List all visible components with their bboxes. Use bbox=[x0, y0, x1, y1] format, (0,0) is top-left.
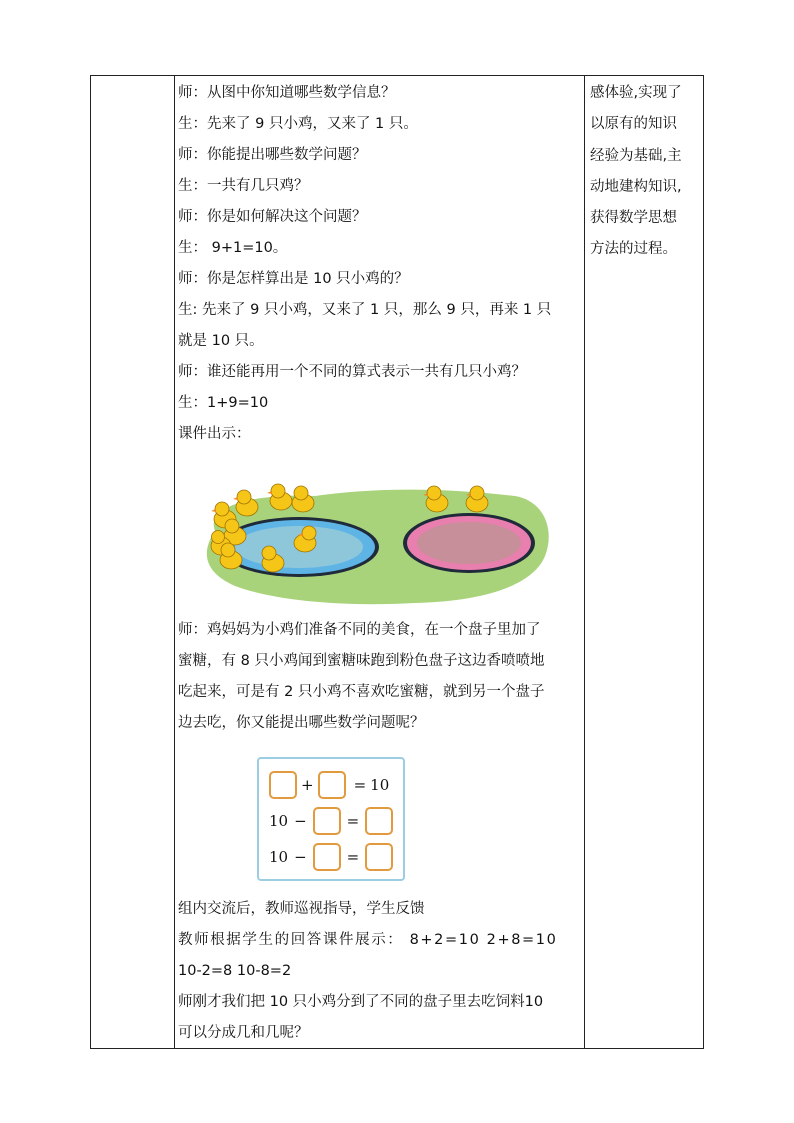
dialogue-line: 生：一共有几只鸡？ bbox=[178, 178, 309, 194]
column-divider-right bbox=[584, 76, 585, 1048]
answer-box bbox=[313, 807, 341, 835]
column-divider-left bbox=[174, 76, 175, 1048]
story-line: 吃起来，可是有 2 只小鸡不喜欢吃蜜糖，就到另一个盘子 bbox=[178, 684, 545, 700]
plus-sign: + bbox=[301, 776, 314, 794]
dialogue-line: 生: 先来了 9 只小鸡，又来了 1 只，那么 9 只，再来 1 只 bbox=[178, 302, 552, 318]
design-intent-notes bbox=[590, 78, 698, 266]
story-paragraph bbox=[178, 615, 580, 739]
minus-sign: − bbox=[294, 812, 307, 830]
lesson-table bbox=[90, 75, 704, 1049]
lead-number: 10 bbox=[269, 848, 289, 866]
note-line: 方法的过程。 bbox=[590, 241, 677, 258]
note-line: 经验为基础,主 bbox=[590, 147, 682, 164]
summary-line: 师刚才我们把 10 只小鸡分到了不同的盘子里去吃饲料10 bbox=[178, 994, 544, 1010]
dialogue-line: 就是 10 只。 bbox=[178, 333, 264, 349]
result-number: 10 bbox=[370, 776, 390, 794]
lesson-content bbox=[178, 78, 580, 450]
lead-number: 10 bbox=[269, 812, 289, 830]
answer-box bbox=[365, 843, 393, 871]
summary-line: 组内交流后，教师巡视指导，学生反馈 bbox=[178, 901, 425, 917]
equation-row-1 bbox=[269, 771, 389, 799]
dialogue-line: 师：谁还能再用一个不同的算式表示一共有几只小鸡？ bbox=[178, 364, 526, 380]
dialogue-line: 课件出示： bbox=[178, 426, 251, 442]
dialogue-line: 师：你能提出哪些数学问题？ bbox=[178, 147, 367, 163]
answer-box bbox=[313, 843, 341, 871]
dialogue-line: 生：1+9=10 bbox=[178, 395, 269, 411]
answer-box bbox=[269, 771, 297, 799]
story-line: 师：鸡妈妈为小鸡们准备不同的美食，在一个盘子里加了 bbox=[178, 622, 541, 638]
dialogue-line: 生： 9+1=10。 bbox=[178, 240, 288, 256]
story-line: 蜜糖，有 8 只小鸡闻到蜜糖味跑到粉色盘子这边香喷喷地 bbox=[178, 653, 545, 669]
dialogue-line: 生：先来了 9 只小鸡，又来了 1 只。 bbox=[178, 116, 418, 132]
dialogue-line: 师：从图中你知道哪些数学信息？ bbox=[178, 85, 396, 101]
chicks-plates-illustration bbox=[195, 461, 555, 611]
equals-sign: = bbox=[346, 812, 360, 830]
summary-line: 可以分成几和几呢？ bbox=[178, 1025, 309, 1041]
answer-box bbox=[318, 771, 346, 799]
equation-row-3 bbox=[269, 843, 393, 871]
note-line: 以原有的知识 bbox=[590, 116, 677, 133]
dialogue-line: 师：你是怎样算出是 10 只小鸡的？ bbox=[178, 271, 409, 287]
equation-row-2 bbox=[269, 807, 393, 835]
equals-sign: = bbox=[346, 848, 360, 866]
summary-line: 10-2=8 10-8=2 bbox=[178, 963, 292, 979]
note-line: 感体验,实现了 bbox=[590, 85, 682, 101]
equation-worksheet-card bbox=[257, 757, 405, 881]
note-line: 获得数学思想 bbox=[590, 210, 677, 227]
equals-sign: = bbox=[353, 776, 367, 794]
dialogue-line: 师：你是如何解决这个问题？ bbox=[178, 209, 367, 225]
minus-sign: − bbox=[294, 848, 307, 866]
summary-line: 教师根据学生的回答课件展示： 8+2=10 2+8=10 bbox=[178, 932, 558, 948]
answer-box bbox=[365, 807, 393, 835]
summary-paragraph bbox=[178, 894, 580, 1049]
note-line: 动地建构知识, bbox=[590, 178, 682, 195]
story-line: 边去吃，你又能提出哪些数学问题呢？ bbox=[178, 715, 425, 731]
